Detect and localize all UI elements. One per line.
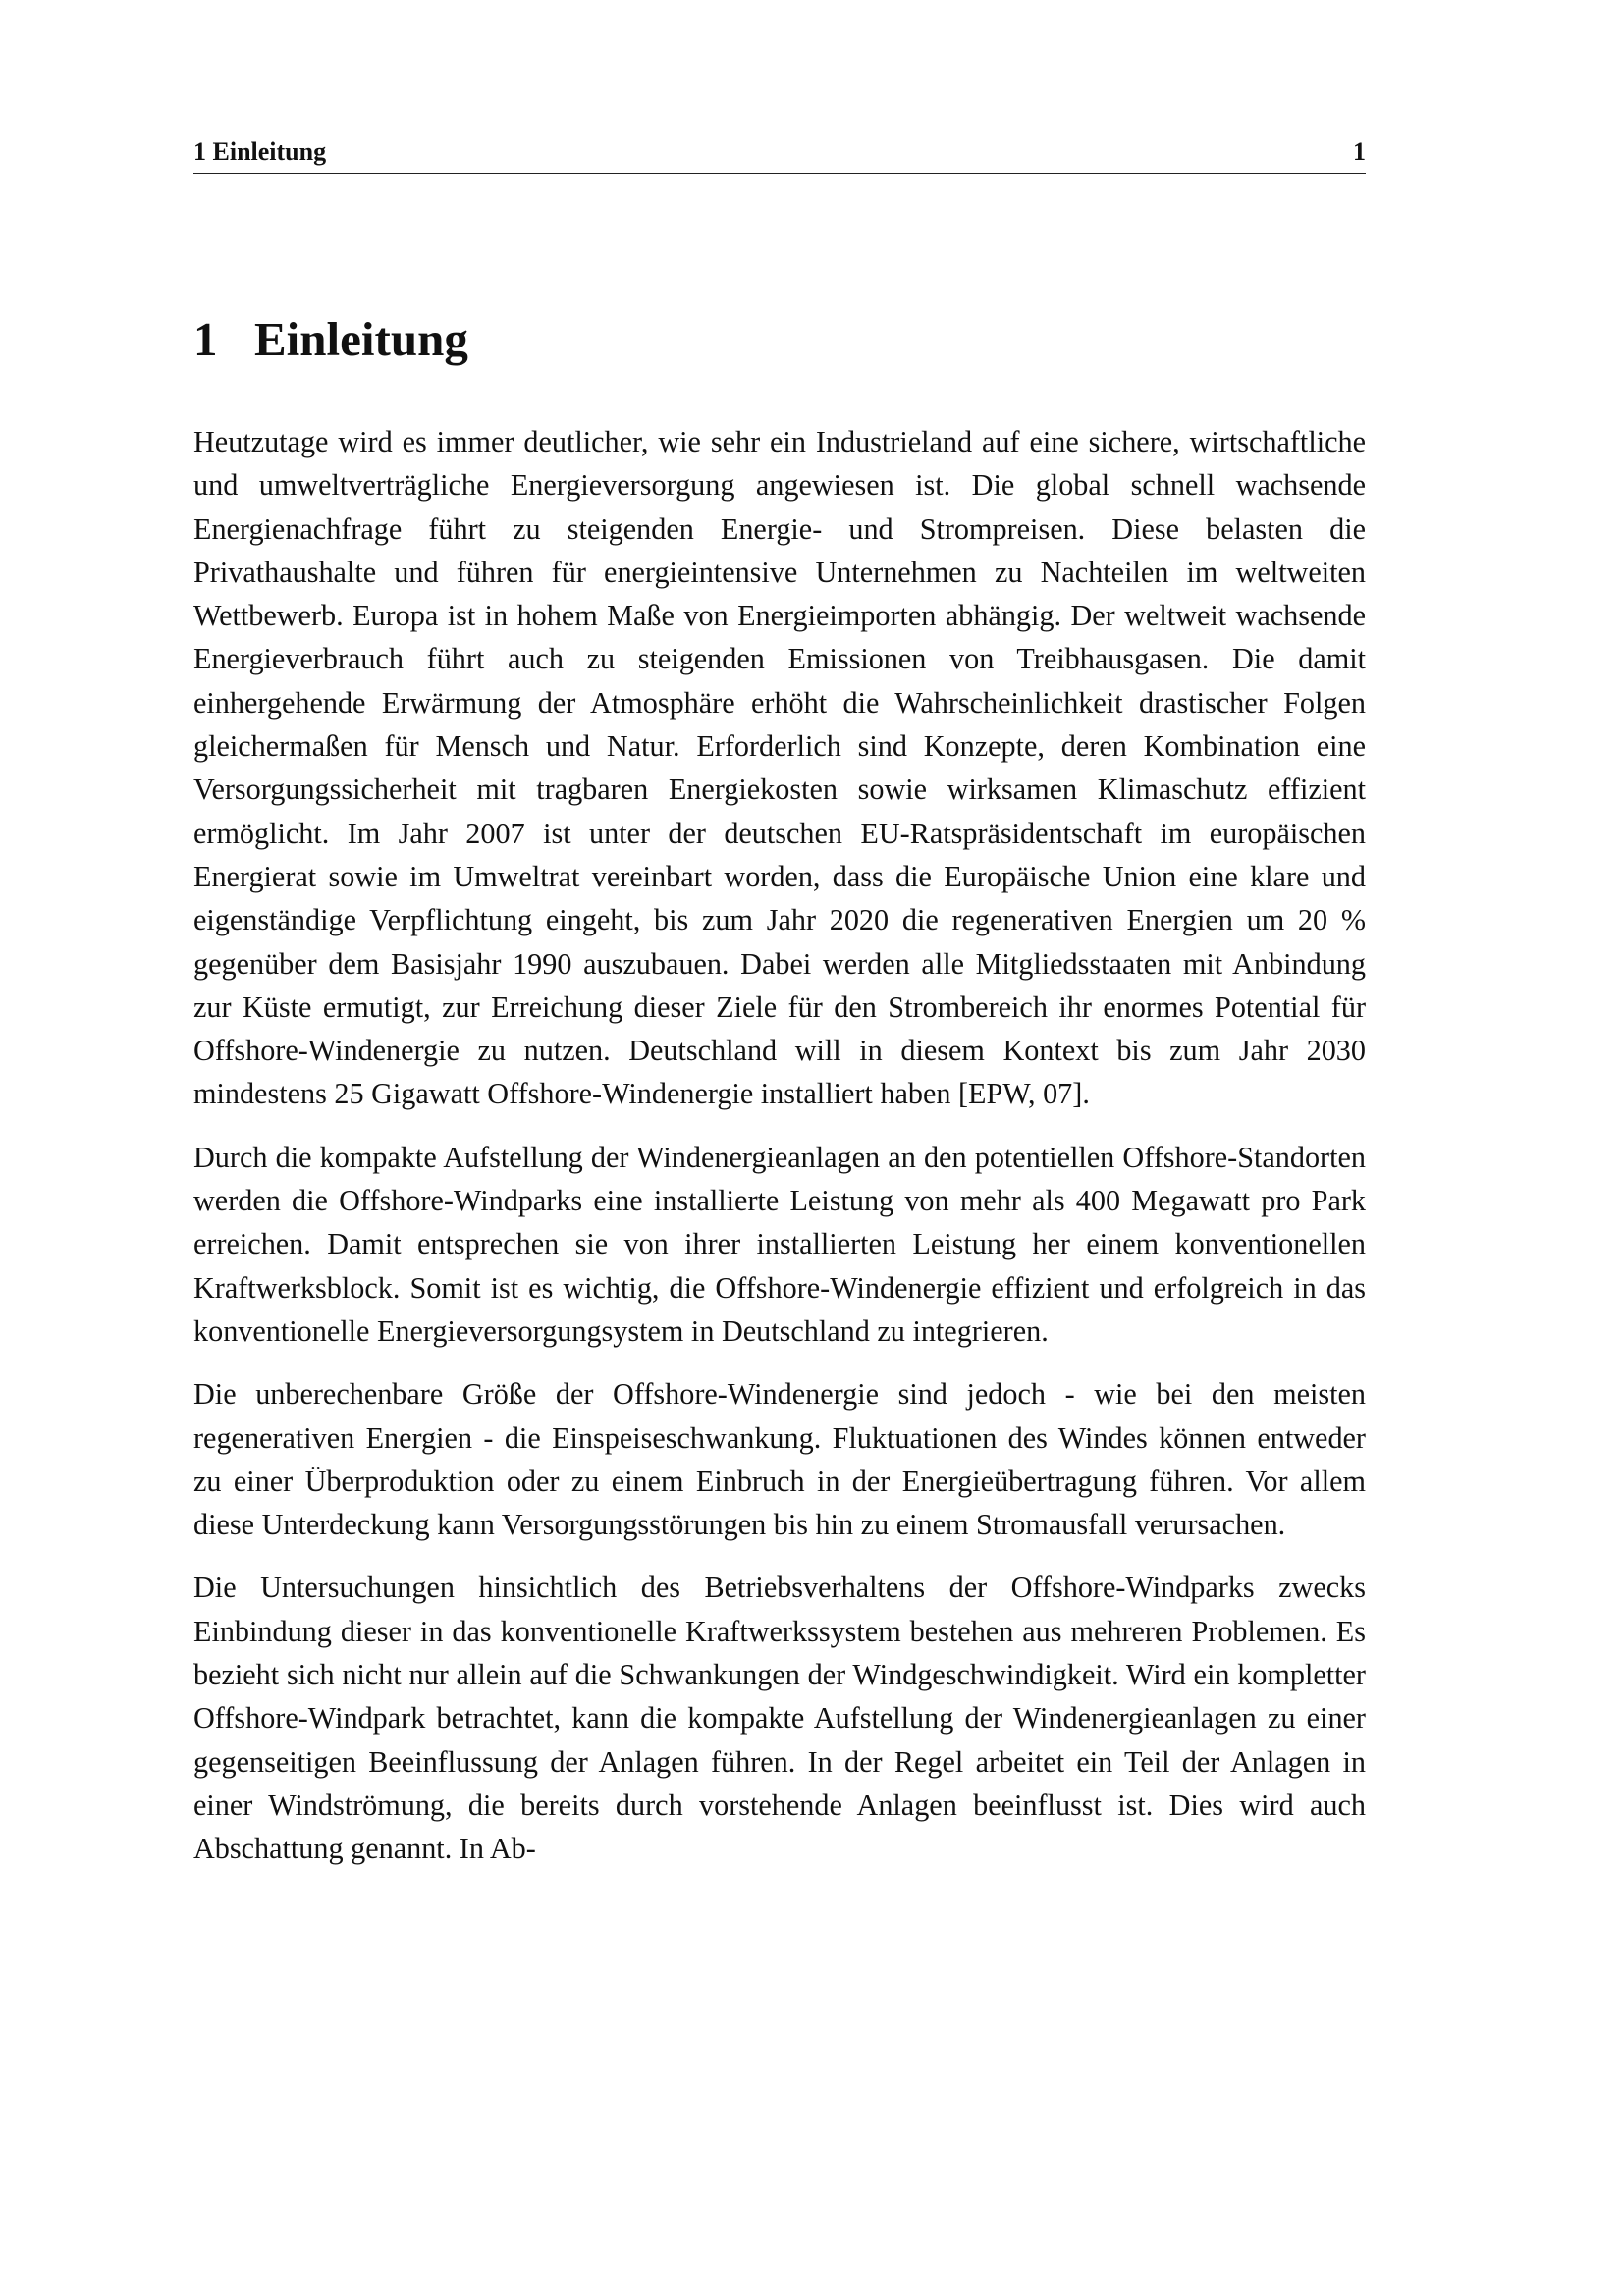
paragraph: Die Untersuchungen hinsichtlich des Betriebsverhaltens der Offshore-Windparks zwecks Einbindung dieser in das konventionelle Kraftwerkssystem bestehen aus mehreren Problemen. Es bezieht sich nicht nur allein auf die Schwankungen der Windgeschwindigkeit. Wird ein kompletter Offshore-Windpark betrachtet, kann die kompakte Aufstellung der Windenergieanlagen zu einer gegenseitigen Beeinflussung der Anlagen führen. In der Regel arbeitet ein Teil der Anlagen in einer Windströmung, die bereits durch vorstehende Anlagen beeinflusst ist. Dies wird auch Abschattung genannt. In Ab- [193,1571,1366,1866]
chapter-heading [193,306,468,373]
body-text [193,420,1366,1891]
paragraph: Durch die kompakte Aufstellung der Windenergieanlagen an den potentiellen Offshore-Standorten werden die Offshore-Windparks eine installierte Leistung von mehr als 400 Megawatt pro Park erreichen. Damit entsprechen sie von ihrer installierten Leistung her einem konventionellen Kraftwerksblock. Somit ist es wichtig, die Offshore-Windenergie effizient und erfolgreich in das konventionelle Energieversorgungsystem in Deutschland zu integrieren. [193,1140,1366,1348]
running-header [193,135,1366,174]
paragraph: Die unberechenbare Größe der Offshore-Windenergie sind jedoch - wie bei den meisten regenerativen Energien - die Einspeiseschwankung. Fluktuationen des Windes können entweder zu einer Überproduktion oder zu einem Einbruch in der Energieübertragung führen. Vor allem diese Unterdeckung kann Versorgungsstörungen bis hin zu einem Stromausfall verursachen. [193,1377,1366,1542]
running-header-title: 1 Einleitung [193,137,327,166]
page-number: 1 [1353,137,1366,166]
paragraph: Heutzutage wird es immer deutlicher, wie sehr ein Industrieland auf eine sichere, wirtschaftliche und umweltverträgliche Energieversorgung angewiesen ist. Die global schnell wachsende Energienachfrage führt zu steigenden Energie- und Strompreisen. Diese belasten die Privathaushalte und führen für energieintensive Unternehmen zu Nachteilen im weltweiten Wettbewerb. Europa ist in hohem Maße von Energieimporten abhängig. Der weltweit wachsende Energieverbrauch führt auch zu steigenden Emissionen von Treibhausgasen. Die damit einhergehende Erwärmung der Atmosphäre erhöht die Wahrscheinlichkeit drastischer Folgen gleichermaßen für Mensch und Natur. Erforderlich sind Konzepte, deren Kombination eine Versorgungssicherheit mit tragbaren Energiekosten sowie wirksamen Klimaschutz effizient ermöglicht. Im Jahr 2007 ist unter der deutschen EU-Ratspräsidentschaft im europäischen Energierat sowie im Umweltrat vereinbart worden, dass die Europäische Union eine klare und eigenständige Verpflichtung eingeht, bis zum Jahr 2020 die regenerativen Energien um 20 % gegenüber dem Basisjahr 1990 auszubauen. Dabei werden alle Mitgliedsstaaten mit Anbindung zur Küste ermutigt, zur Erreichung dieser Ziele für den Strombereich ihr enormes Potential für Offshore-Windenergie zu nutzen. Deutschland will in diesem Kontext bis zum Jahr 2030 mindestens 25 Gigawatt Offshore-Windenergie installiert haben [EPW, 07]. [193,425,1366,1111]
chapter-title: Einleitung [254,312,468,366]
chapter-number: 1 [193,312,218,366]
